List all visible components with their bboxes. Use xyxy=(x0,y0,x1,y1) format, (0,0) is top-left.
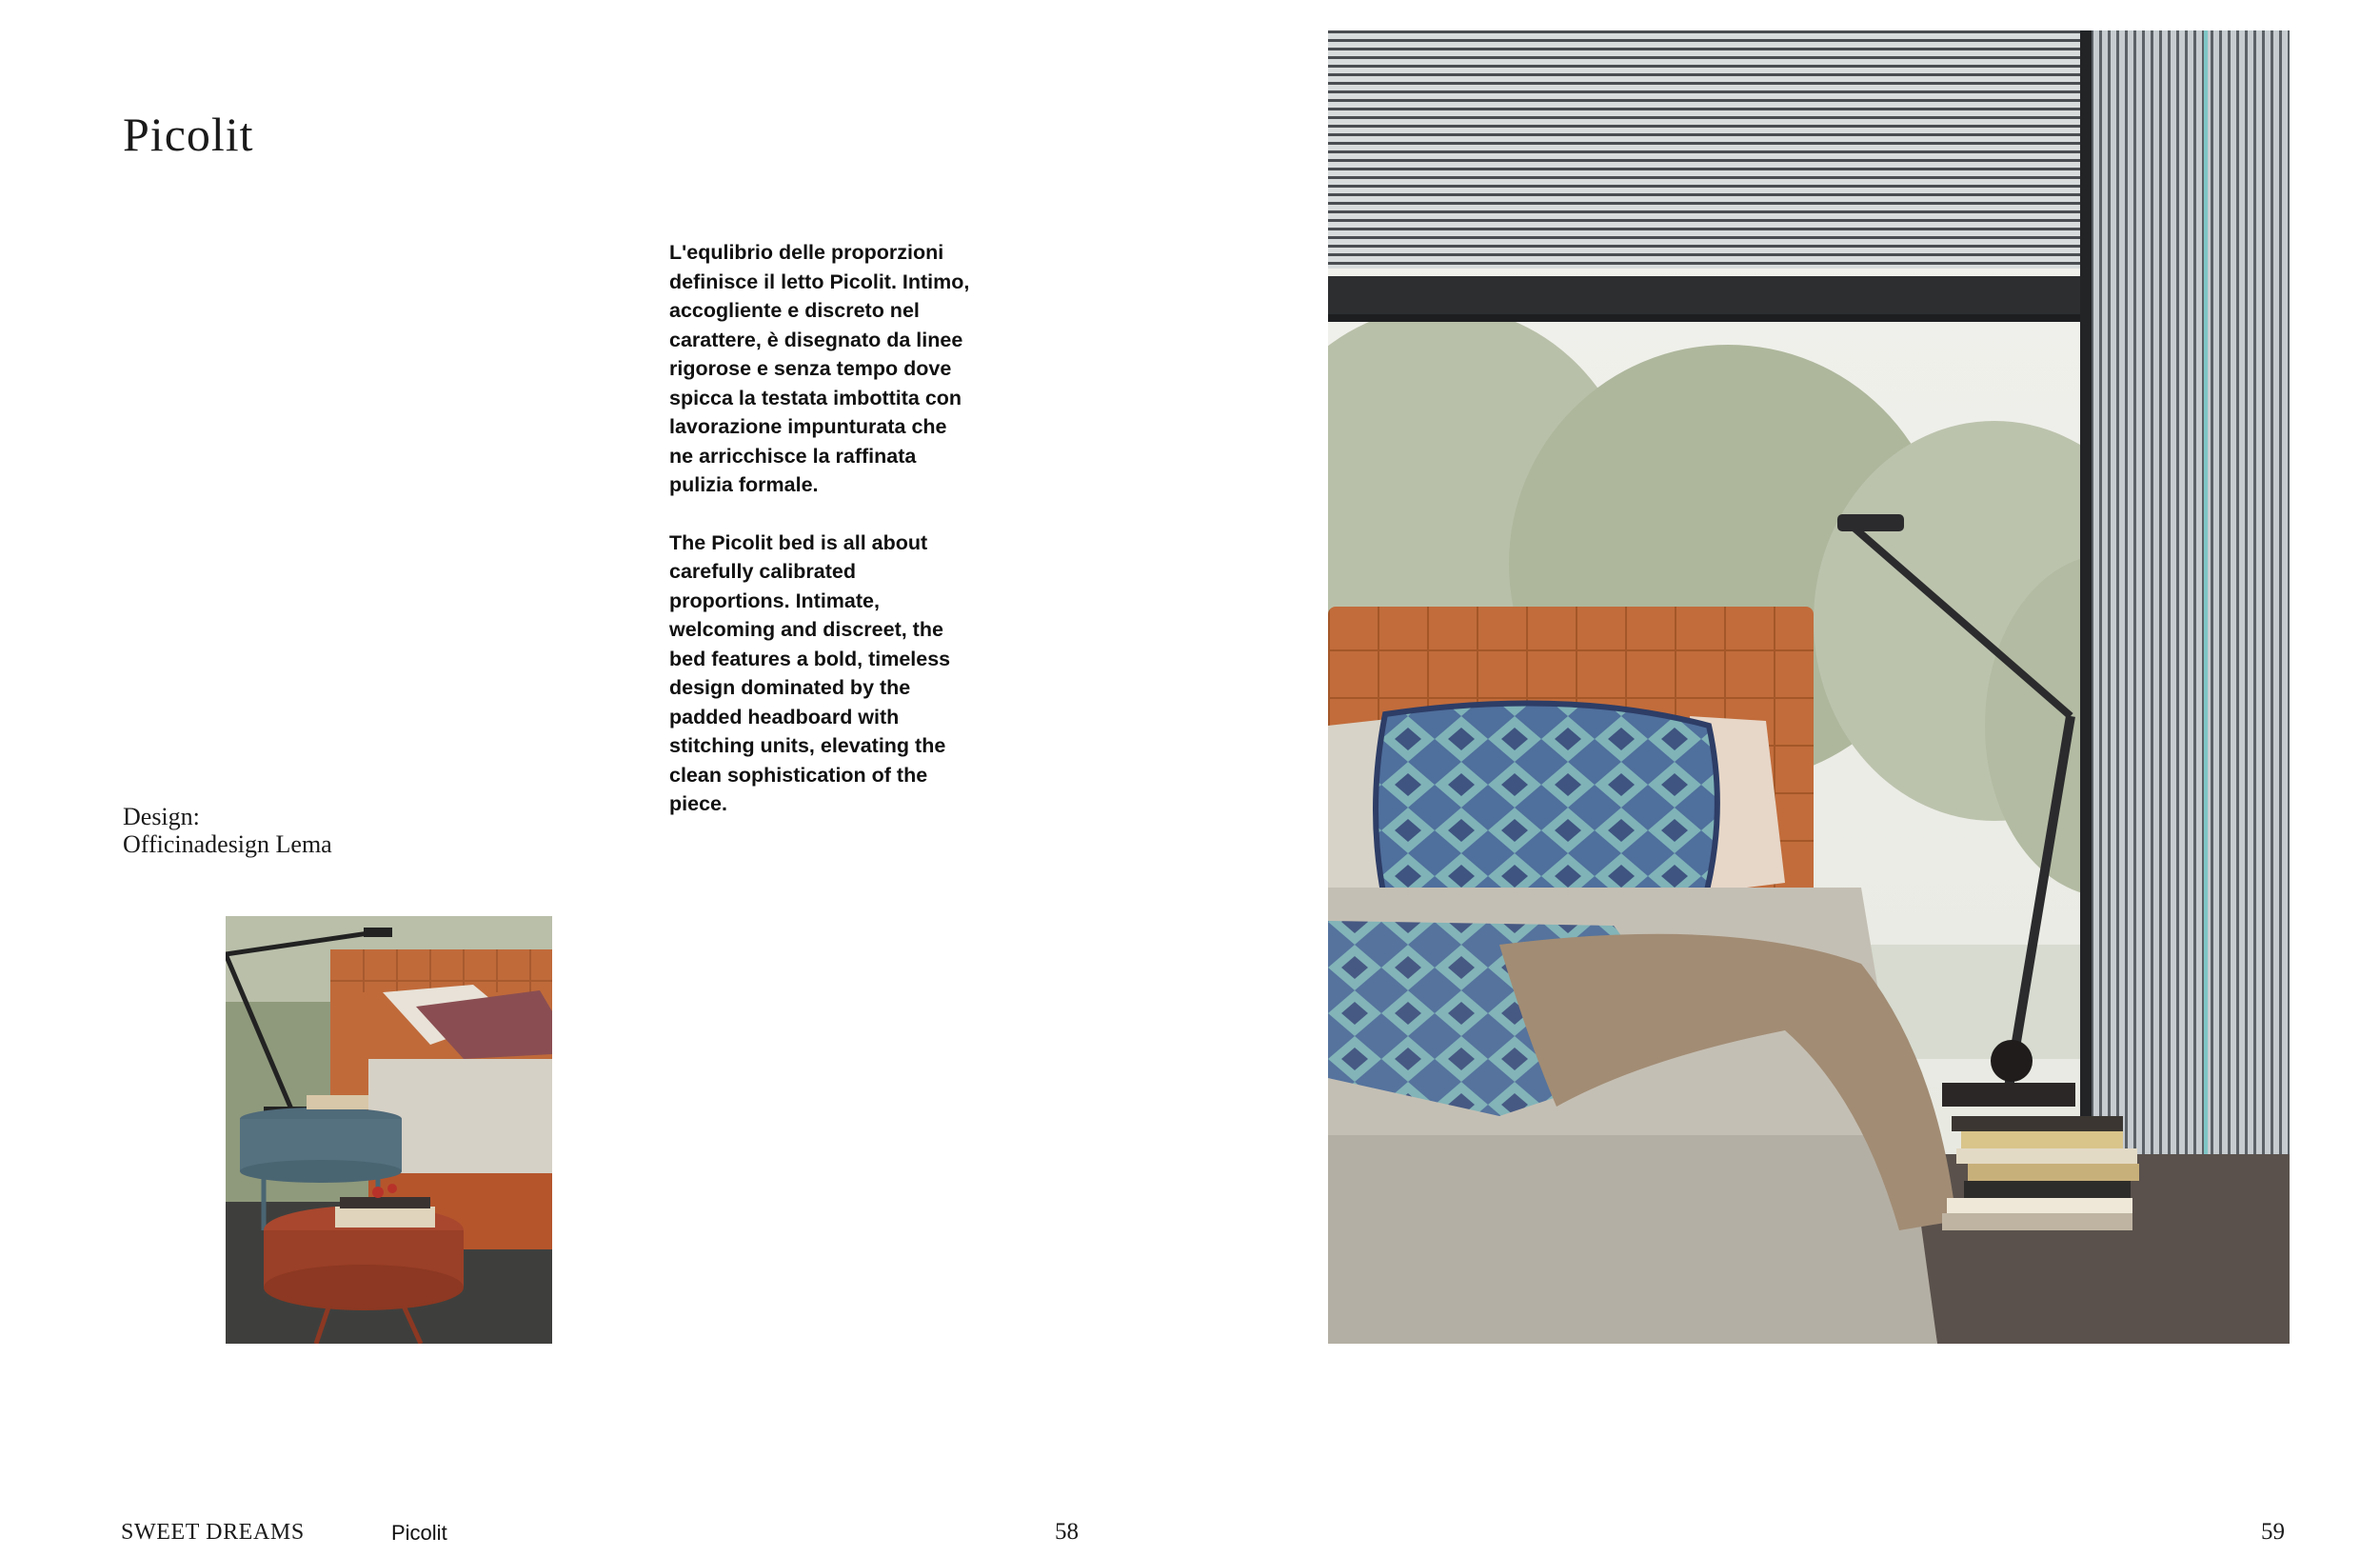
design-credit xyxy=(123,803,332,858)
footer-brand: SWEET DREAMS xyxy=(121,1520,305,1545)
description xyxy=(669,238,974,819)
page-number-left: 58 xyxy=(1055,1519,1079,1545)
description-italian: L'equlibrio delle proporzioni definisce il letto Picolit. Intimo, accogliente e discreto nel carattere, è disegnato da linee rigorose e senza tempo dove spicca la testata imbottita con lavorazione impunturata che ne arricchisce la raffinata pulizia formale. xyxy=(669,241,970,496)
design-label: Design: xyxy=(123,803,200,830)
page-number-right: 59 xyxy=(2261,1519,2285,1545)
page-title: Picolit xyxy=(123,108,254,161)
footer-section: Picolit xyxy=(391,1521,447,1545)
description-english: The Picolit bed is all about carefully calibrated proportions. Intimate, welcoming and discreet, the bed features a bold, timeless design dominated by the padded headboard with stitching units, elevating the clean sophistication of the piece. xyxy=(669,530,951,815)
bedroom-detail-photo xyxy=(226,916,552,1344)
designer-name: Officinadesign Lema xyxy=(123,830,332,858)
bedroom-window-photo xyxy=(1328,30,2290,1344)
